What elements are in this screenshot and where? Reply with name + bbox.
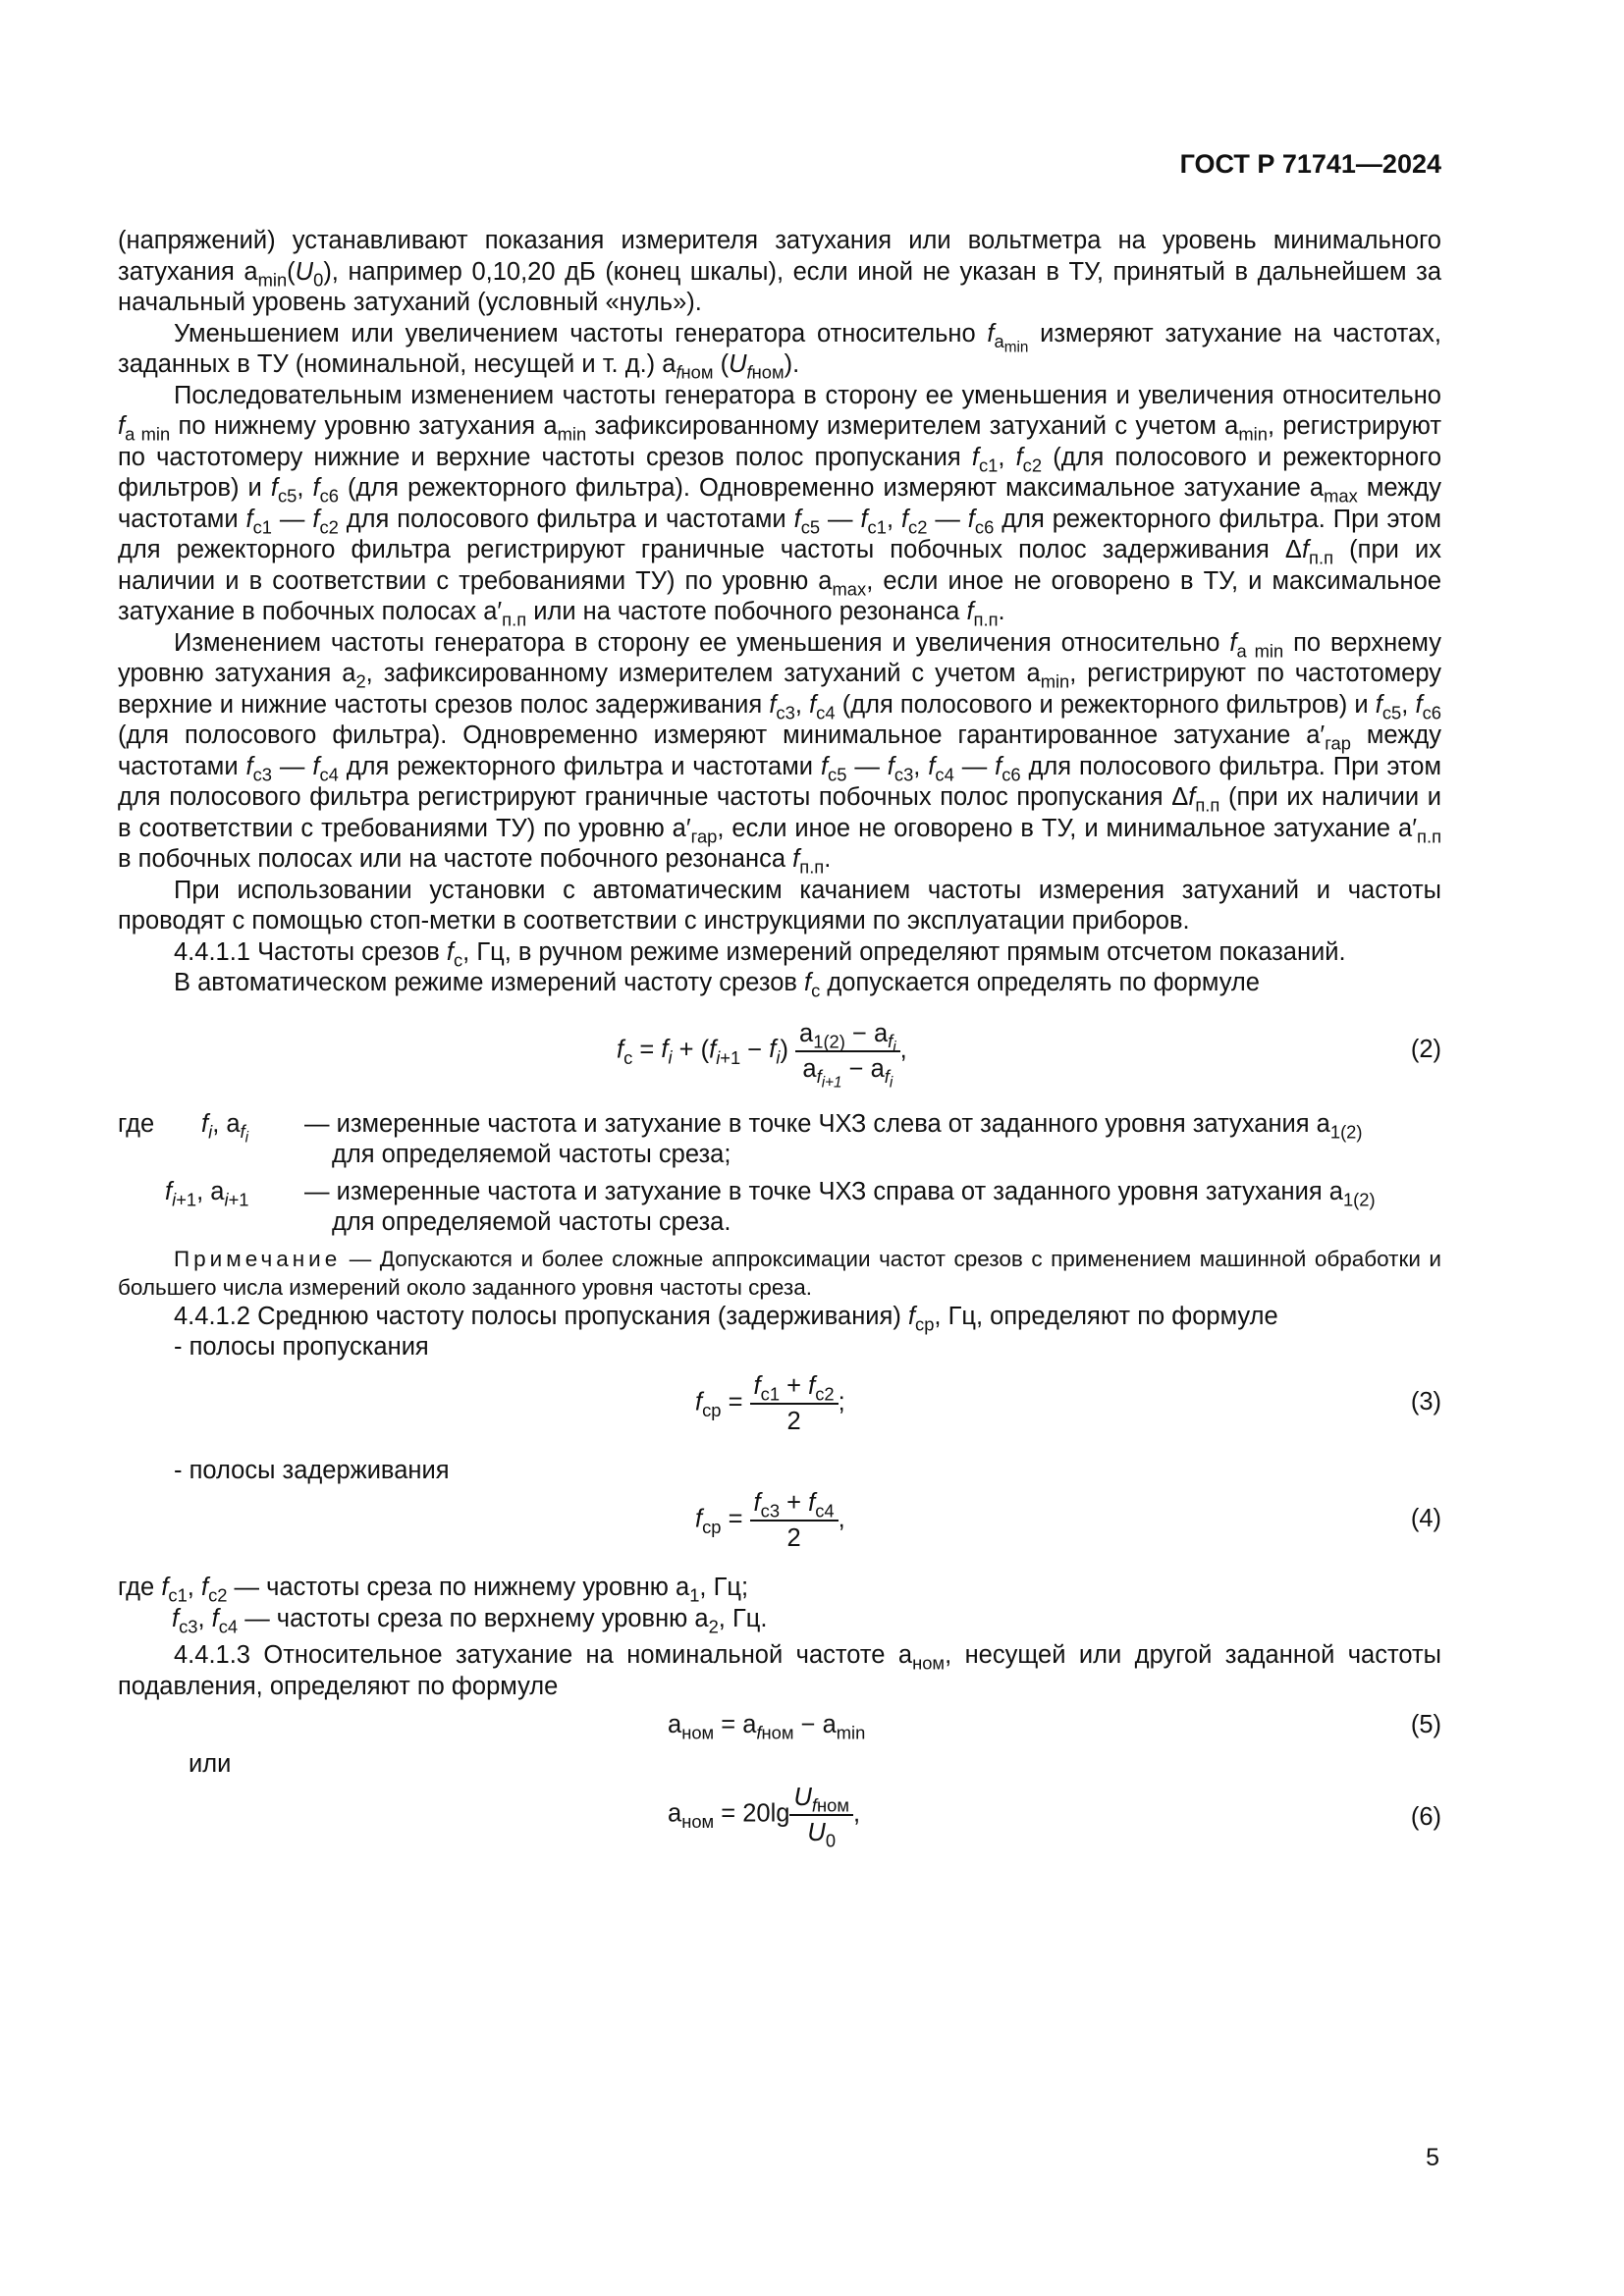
equation-3-formula: $f_{ср}$ = $\frac{f_{c1} + f_{c2}}{2}$ ;: [695, 1369, 845, 1438]
where-row-1: где $f_i$, $a_{f_i}$ — измеренные частота и затухание в точке ЧХЗ слева от заданного уровня затухания $a_{1(2)}$ для определяемой частоты среза;: [118, 1109, 1363, 1168]
paragraph-5: При использовании установки с автоматическим качанием частоты измерения затуханий и частоты проводят с помощью стоп-метки в соответствии с инструкциями по эксплуатации приборов.: [118, 876, 1441, 934]
where-block-2: [118, 1109, 1441, 1239]
where-row-2: $f_{i+1}$, $a_{i+1}$ — измеренные частота и затухание в точке ЧХЗ справа от заданного уровня затухания $a_{1(2)}$ для определяемой частоты среза.: [165, 1177, 1376, 1236]
equation-4-number: (4): [1410, 1505, 1441, 1532]
equation-5: [118, 1702, 1441, 1749]
paragraph-7: В автоматическом режиме измерений частоту срезов $f_c$ допускается определять по формуле: [174, 969, 1260, 1001]
or-text: или: [189, 1750, 232, 1778]
equation-6-formula: $a_{ном} = 20\lg$ $\frac{U_{fном}}{U_0}$ ,: [668, 1781, 860, 1849]
paragraph-11: 4.4.1.3 Относительное затухание на номинальной частоте $a_{ном}$, несущей или другой заданной частоты подавления, определяют по формуле: [118, 1641, 1441, 1700]
note: Примечание — Допускаются и более сложные аппроксимации частот срезов с применением машинной обработки и большего числа измерений около заданного уровня частоты среза.: [118, 1246, 1441, 1300]
paragraph-6: 4.4.1.1 Частоты срезов $f_c$, Гц, в ручном режиме измерений определяют прямым отсчетом показаний.: [174, 937, 1346, 970]
equation-6: [118, 1781, 1441, 1869]
equation-3-number: (3): [1410, 1387, 1441, 1415]
page-number: 5: [1426, 2144, 1439, 2171]
equation-6-number: (6): [1410, 1802, 1441, 1831]
paragraph-2: Уменьшением или увеличением частоты генератора относительно $f_{a_{min}}$ измеряют затухание на частотах, заданных в ТУ (номинальной, несущей и т. д.) $a_{fном}$ $(U_{fном})$.: [118, 319, 1441, 383]
equation-4-formula: $f_{ср}$ = $\frac{f_{c3} + f_{c4}}{2}$ ,: [695, 1486, 845, 1555]
paragraph-3: Последовательным изменением частоты генератора в сторону ее уменьшения и увеличения относительно $f_{a min}$ по нижнему уровню затухания $a_{min}$ зафиксированному измерителем затуханий с учетом $a_{min}$, регистрируют по частотомеру нижние и верхние частоты срезов полос пропускания $f_{c1}$, $f_{c2}$ (для полосового и режекторного фильтров) и $f_{c5}$, $f_{c6}$ (для режекторного фильтра). Одновременно измеряют максимальное затухание $a_{max}$ между частотами $f_{c1}$ — $f_{c2}$ для полосового фильтра и частотами $f_{c5}$ — $f_{c1}$, $f_{c2}$ — $f_{c6}$ для режекторного фильтра. При этом для режекторного фильтра регистрируют граничные частоты побочных полос задерживания $\Delta f_{п.п}$ (при их наличии и в соответствии с требованиями ТУ) по уровню $a_{max}$, если иное не оговорено в ТУ, и максимальное затухание в побочных полосах $a'_{п.п}$ или на частоте побочного резонанса $f_{п.п}$.: [118, 381, 1442, 630]
paragraph-10: - полосы задерживания: [174, 1456, 450, 1484]
equation-5-formula: $a_{ном} = a_{fном} - a_{min}$: [668, 1711, 866, 1743]
equation-2-formula: $f_c = f_i + (f_{i+1} - f_i)$ $\frac{a_{1(2)} - a_{f_i}}{a_{f_{i+1}} - a_{f_i}}$ ,: [617, 1017, 907, 1086]
paragraph-9: - полосы пропускания: [174, 1333, 429, 1361]
equation-2-number: (2): [1410, 1035, 1441, 1063]
paragraph-4: Изменением частоты генератора в сторону ее уменьшения и увеличения относительно $f_{a min}$ по верхнему уровню затухания $a_2$, зафиксированному измерителем затуханий с учетом $a_{min}$, регистрируют по частотомеру верхние и нижние частоты срезов полос задерживания $f_{c3}$, $f_{c4}$ (для полосового и режекторного фильтров) и $f_{c5}$, $f_{c6}$ (для полосового фильтра). Одновременно измеряют минимальное гарантированное затухание $a'_{гар}$ между частотами $f_{c3}$ — $f_{c4}$ для режекторного фильтра и частотами $f_{c5}$ — $f_{c3}$, $f_{c4}$ — $f_{c6}$ для полосового фильтра. При этом для полосового фильтра регистрируют граничные частоты побочных полос пропускания $\Delta f_{п.п}$ (при их наличии и в соответствии с требованиями ТУ) по уровню $a'_{гар}$, если иное не оговорено в ТУ, и минимальное затухание $a'_{п.п}$ в побочных полосах или на частоте побочного резонанса $f_{п.п}$.: [118, 628, 1442, 878]
equation-4: [118, 1486, 1441, 1565]
document-header: ГОСТ Р 71741—2024: [1179, 149, 1441, 179]
equation-2: [118, 999, 1441, 1105]
equation-3: [118, 1363, 1441, 1456]
where-block-34: [118, 1573, 1441, 1634]
document-body: [118, 226, 1441, 1869]
where-row-4: $f_{c3}$, $f_{c4}$ — частоты среза по верхнему уровню $a_2$, Гц.: [172, 1604, 768, 1636]
paragraph-1: (напряжений) устанавливают показания измерителя затухания или вольтметра на уровень минимального затухания $a_{min}(U_0)$, например 0,10,20 дБ (конец шкалы), если иной не указан в ТУ, принятый в дальнейшем за начальный уровень затуханий (условный «нуль»).: [118, 227, 1441, 316]
equation-5-number: (5): [1410, 1711, 1441, 1738]
paragraph-8: 4.4.1.2 Среднюю частоту полосы пропускания (задерживания) $f_{ср}$, Гц, определяют по формуле: [174, 1302, 1278, 1334]
where-row-3: где $f_{c1}$, $f_{c2}$ — частоты среза по нижнему уровню $a_1$, Гц;: [118, 1574, 749, 1606]
